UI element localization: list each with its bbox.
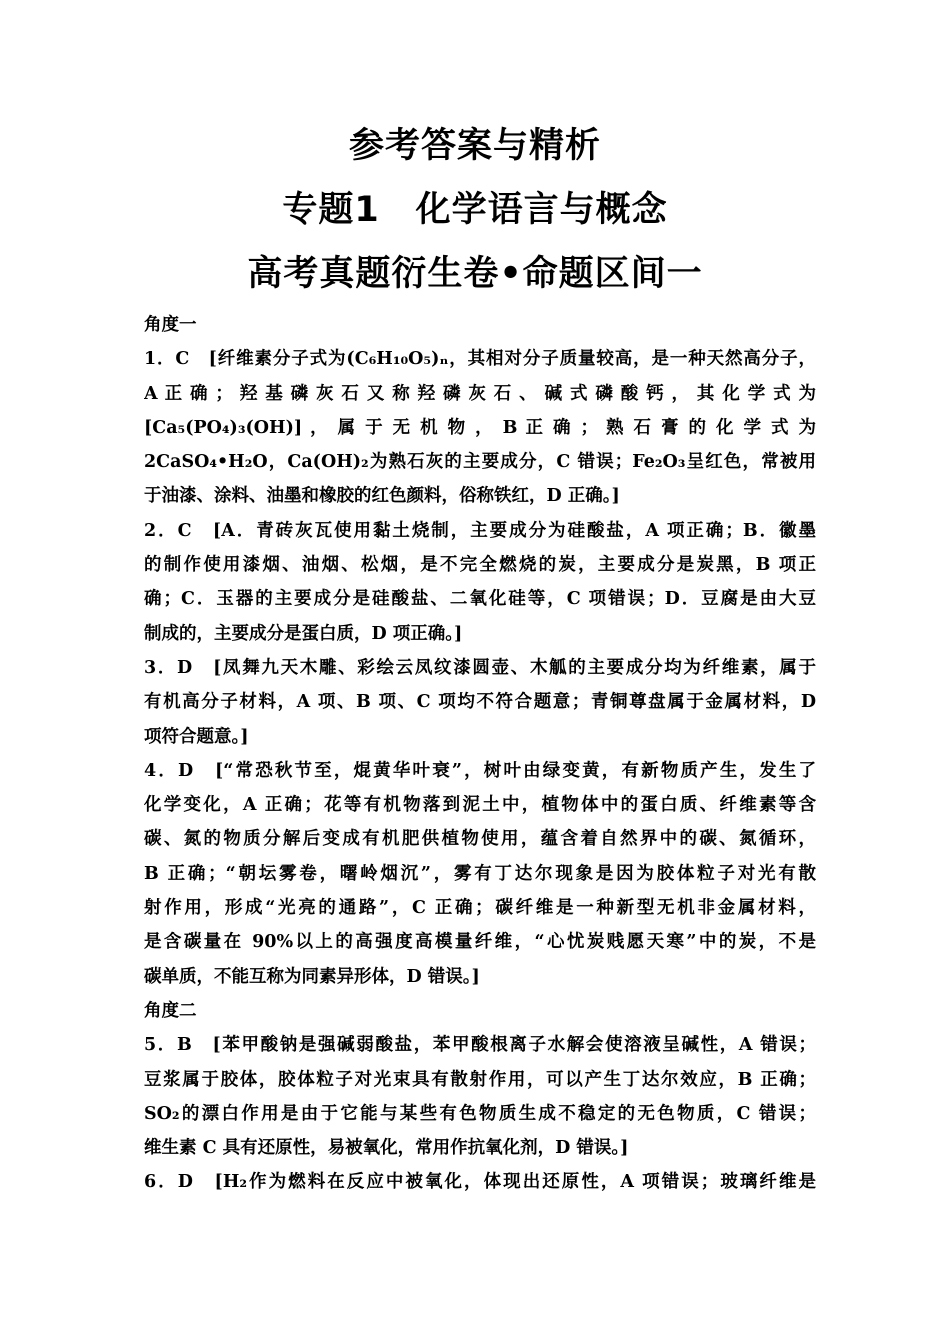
- text-line: 1．C [纤维素分子式为(C₆H₁₀O₅)ₙ，其相对分子质量较高，是一种天然高分子，: [144, 349, 816, 370]
- text-line: 碳、氮的物质分解后变成有机肥供植物使用，蕴含着自然界中的碳、氮循环，: [144, 829, 816, 850]
- answer-body: [144, 308, 816, 1200]
- text-line: 6．D [H₂作为燃料在反应中被氧化，体现出还原性，A 项错误；玻璃纤维是: [144, 1172, 816, 1193]
- section-heading: 角度二: [144, 1000, 197, 1021]
- text-line: 的制作使用漆烟、油烟、松烟，是不完全燃烧的炭，主要成分是炭黑，B 项正: [144, 555, 816, 576]
- text-line: 3．D [凤舞九天木雕、彩绘云凤纹漆圆壶、木觚的主要成分均为纤维素，属于: [144, 657, 816, 678]
- text-line: 碳单质，不能互称为同素异形体，D 错误。]: [144, 966, 480, 987]
- text-line: B 正确；“朝坛雾卷，曙岭烟沉”，雾有丁达尔现象是因为胶体粒子对光有散: [144, 863, 816, 884]
- text-line: 2．C [A．青砖灰瓦使用黏土烧制，主要成分为硅酸盐，A 项正确；B．徽墨: [144, 520, 816, 541]
- main-title: 参考答案与精析: [348, 126, 601, 166]
- text-line: [Ca₅(PO₄)₃(OH)] ， 属 于 无 机 物 ， B 正 确 ； 熟 石 膏 的 化 学 式 为: [144, 417, 816, 438]
- section-heading: 角度一: [144, 315, 197, 335]
- text-line: SO₂的漂白作用是由于它能与某些有色物质生成不稳定的无色物质，C 错误；: [144, 1103, 816, 1124]
- text-line: A 正 确 ； 羟 基 磷 灰 石 又 称 羟 磷 灰 石 、 碱 式 磷 酸 钙 ， 其 化 学 式 为: [144, 383, 816, 404]
- text-line: 化学变化，A 正确；花等有机物落到泥土中，植物体中的蛋白质、纤维素等含: [144, 795, 816, 816]
- text-line: 制成的，主要成分是蛋白质，D 项正确。]: [144, 623, 463, 644]
- text-line: 于油漆、涂料、油墨和橡胶的红色颜料，俗称铁红，D 正确。]: [144, 486, 620, 507]
- text-line: 豆浆属于胶体，胶体粒子对光束具有散射作用，可以产生丁达尔效应，B 正确；: [144, 1069, 816, 1090]
- text-line: 是含碳量在 90%以上的高强度高模量纤维，“心忧炭贱愿天寒”中的炭，不是: [144, 932, 816, 953]
- text-line: 4．D [“常恐秋节至，焜黄华叶衰”，树叶由绿变黄，有新物质产生，发生了: [144, 760, 816, 781]
- text-line: 确；C．玉器的主要成分是硅酸盐、二氧化硅等，C 项错误；D．豆腐是由大豆: [144, 589, 816, 610]
- text-line: 项符合题意。]: [144, 726, 249, 747]
- text-line: 有机高分子材料，A 项、B 项、C 项均不符合题意；青铜尊盘属于金属材料，D: [144, 692, 816, 713]
- text-line: 维生素 C 具有还原性，易被氧化，常用作抗氧化剂，D 错误。]: [144, 1138, 629, 1159]
- section-title: 高考真题衍生卷•命题区间一: [247, 254, 703, 294]
- text-line: 2CaSO₄•H₂O，Ca(OH)₂为熟石灰的主要成分，C 错误；Fe₂O₃呈红色，常被用: [144, 452, 816, 473]
- topic-title: 专题1 化学语言与概念: [282, 190, 668, 230]
- text-line: 射作用，形成“光亮的通路”，C 正确；碳纤维是一种新型无机非金属材料，: [144, 898, 816, 919]
- text-line: 5．B [苯甲酸钠是强碱弱酸盐，苯甲酸根离子水解会使溶液呈碱性，A 错误；: [144, 1035, 816, 1056]
